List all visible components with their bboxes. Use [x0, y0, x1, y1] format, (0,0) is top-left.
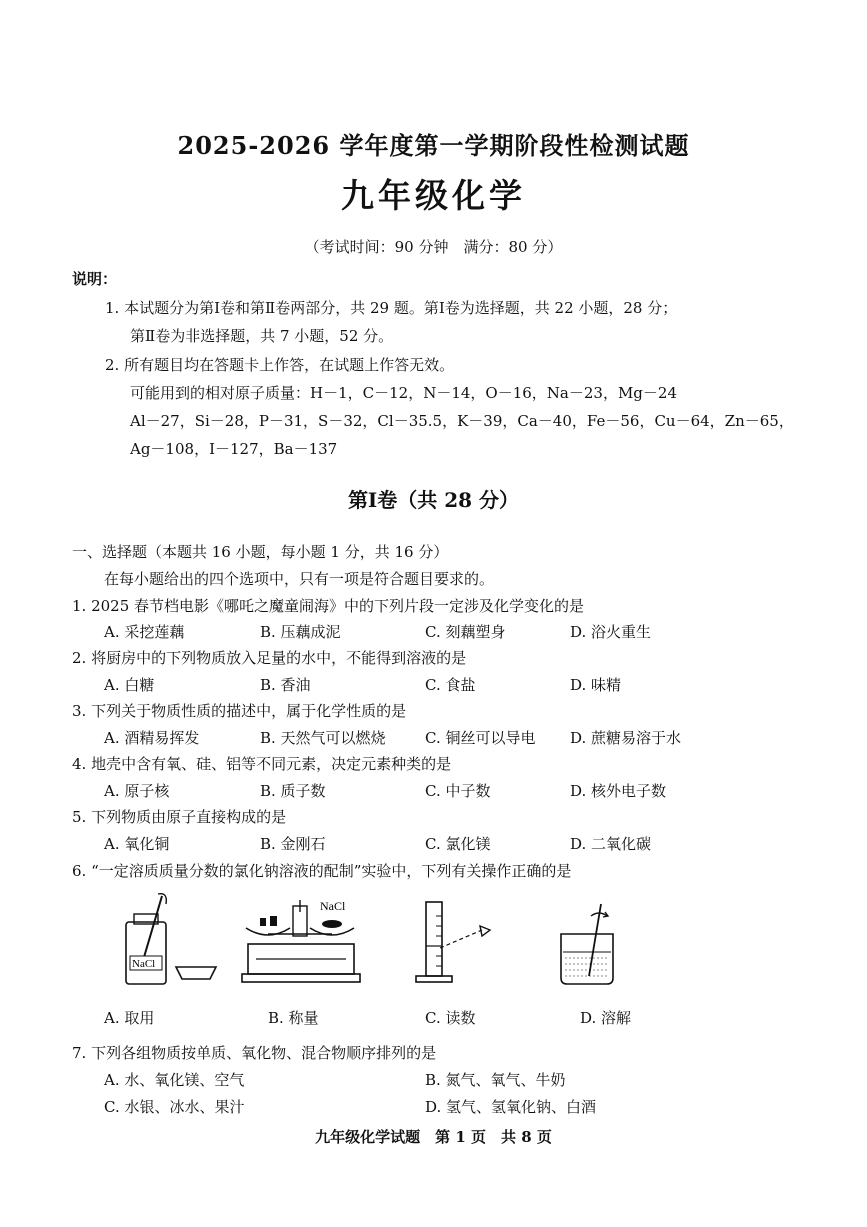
- option-c: C. 中子数: [425, 782, 491, 800]
- option-b: B. 金刚石: [260, 835, 326, 853]
- balance-foot: [242, 974, 360, 982]
- option-b: B. 压藕成泥: [260, 623, 341, 641]
- option-c: C. 水银、冰水、果汁: [104, 1098, 245, 1116]
- spoon-handle: [142, 896, 162, 964]
- option-a: A. 水、氧化镁、空气: [104, 1071, 245, 1089]
- instruction-1-line1: 1. 本试题分为第Ⅰ卷和第Ⅱ卷两部分，共 29 题。第Ⅰ卷为选择题，共 22 小题，28 分；: [105, 299, 678, 317]
- section-title: 第Ⅰ卷（共 28 分）: [347, 488, 520, 512]
- option-a: A. 白糖: [104, 676, 155, 694]
- question-stem: 1. 2025 春节档电影《哪吒之魔童闹海》中的下列片段一定涉及化学变化的是: [72, 597, 585, 615]
- balance-nacl-label: NaCl: [320, 899, 346, 913]
- balance-figure: [238, 892, 364, 992]
- option-d: D. 味精: [570, 676, 622, 694]
- atomic-masses-line3: Ag－108，I－127，Ba－137: [130, 440, 338, 458]
- option-c: C. 食盐: [425, 676, 476, 694]
- question-stem: 2. 将厨房中的下列物质放入足量的水中，不能得到溶液的是: [72, 649, 467, 667]
- option-a: A. 采挖莲藕: [104, 623, 185, 641]
- instruction-1-line2: 第Ⅱ卷为非选择题，共 7 小题，52 分。: [130, 327, 394, 345]
- option-d: D. 二氧化碳: [570, 835, 652, 853]
- question-stem: 7. 下列各组物质按单质、氧化物、混合物顺序排列的是: [72, 1044, 437, 1062]
- weight-2: [270, 916, 277, 926]
- subject-title: 九年级化学: [341, 176, 526, 215]
- option-a: A. 取用: [104, 1009, 155, 1027]
- option-d: D. 浴火重生: [570, 623, 652, 641]
- instructions-heading: 说明：: [72, 270, 118, 288]
- beaker-figure: [555, 900, 625, 992]
- reagent-bottle-figure: [118, 892, 228, 992]
- option-b: B. 称量: [268, 1009, 319, 1027]
- option-b: B. 质子数: [260, 782, 326, 800]
- option-b: B. 氮气、氧气、牛奶: [425, 1071, 566, 1089]
- exam-info: （考试时间：90 分钟 满分：80 分）: [304, 238, 563, 256]
- exam-title: 2025-2026 学年度第一学期阶段性检测试题: [177, 131, 690, 160]
- eye-icon: [480, 926, 490, 936]
- option-d: D. 核外电子数: [570, 782, 667, 800]
- instruction-2: 2. 所有题目均在答题卡上作答，在试题上作答无效。: [105, 356, 455, 374]
- sample-on-pan: [322, 920, 342, 928]
- question-stem: 4. 地壳中含有氧、硅、铝等不同元素，决定元素种类的是: [72, 755, 452, 773]
- atomic-masses-line2: Al－27，Si－28，P－31，S－32，Cl－35.5，K－39，Ca－40，Fe－56，Cu－64，Zn－65，: [130, 412, 794, 430]
- part-heading: 一、选择题（本题共 16 小题，每小题 1 分，共 16 分）: [72, 543, 449, 561]
- option-c: C. 铜丝可以导电: [425, 729, 536, 747]
- option-c: C. 氯化镁: [425, 835, 491, 853]
- question-stem: 6. “一定溶质质量分数的氯化钠溶液的配制”实验中，下列有关操作正确的是: [72, 862, 572, 880]
- cylinder-base: [416, 976, 452, 982]
- option-d: D. 氢气、氢氧化钠、白酒: [425, 1098, 597, 1116]
- weighing-dish: [176, 967, 216, 979]
- option-d: D. 蔗糖易溶于水: [570, 729, 682, 747]
- option-c: C. 读数: [425, 1009, 476, 1027]
- graduated-cylinder-figure: [410, 896, 500, 992]
- question-stem: 3. 下列关于物质性质的描述中，属于化学性质的是: [72, 702, 407, 720]
- option-a: A. 酒精易挥发: [104, 729, 200, 747]
- page-footer: 九年级化学试题 第 1 页 共 8 页: [315, 1128, 552, 1146]
- question-stem: 5. 下列物质由原子直接构成的是: [72, 808, 287, 826]
- option-a: A. 原子核: [104, 782, 170, 800]
- weight-1: [260, 918, 266, 926]
- option-c: C. 刻藕塑身: [425, 623, 506, 641]
- option-b: B. 香油: [260, 676, 311, 694]
- part-note: 在每小题给出的四个选项中，只有一项是符合题目要求的。: [104, 570, 495, 588]
- option-d: D. 溶解: [580, 1009, 632, 1027]
- option-a: A. 氧化铜: [104, 835, 170, 853]
- atomic-masses-line1: 可能用到的相对原子质量：H－1，C－12，N－14，O－16，Na－23，Mg－24: [130, 384, 677, 402]
- sight-line: [440, 930, 482, 948]
- stirring-rod: [589, 904, 601, 976]
- cylinder-body: [426, 902, 442, 976]
- bottle-label-text: NaCl: [132, 958, 156, 970]
- option-b: B. 天然气可以燃烧: [260, 729, 386, 747]
